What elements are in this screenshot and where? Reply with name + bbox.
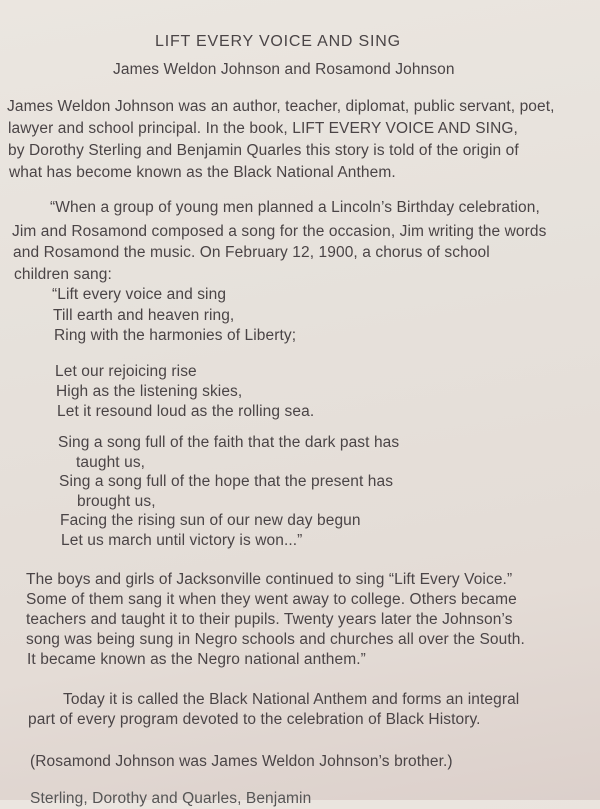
text-line: Some of them sang it when they went away to college. Others became: [26, 591, 517, 608]
verse-line: Sing a song full of the faith that the dark past has: [58, 434, 400, 451]
verse-line: Let it resound loud as the rolling sea.: [57, 403, 315, 420]
verse-line: High as the listening skies,: [56, 383, 243, 400]
verse-line: brought us,: [77, 493, 156, 510]
text-line: Jim and Rosamond composed a song for the occasion, Jim writing the words: [12, 223, 547, 240]
subtitle-authors: James Weldon Johnson and Rosamond Johnson: [113, 61, 455, 78]
citation: Sterling, Dorothy and Quarles, Benjamin: [30, 790, 312, 807]
text-line: by Dorothy Sterling and Benjamin Quarles this story is told of the origin of: [8, 142, 519, 159]
verse-line: Let us march until victory is won...”: [61, 532, 303, 549]
text-line: lawyer and school principal. In the book, LIFT EVERY VOICE AND SING,: [8, 120, 518, 137]
text-line: part of every program devoted to the celebration of Black History.: [28, 711, 481, 728]
verse-line: Ring with the harmonies of Liberty;: [54, 327, 297, 344]
text-line: “When a group of young men planned a Lincoln’s Birthday celebration,: [50, 199, 540, 216]
verse-line: Let our rejoicing rise: [55, 363, 197, 380]
text-line: what has become known as the Black National Anthem.: [9, 164, 396, 181]
brother-note: (Rosamond Johnson was James Weldon Johnson’s brother.): [30, 753, 453, 770]
verse-line: “Lift every voice and sing: [52, 286, 227, 303]
text-line: teachers and taught it to their pupils. Twenty years later the Johnson’s: [26, 611, 513, 628]
text-line: The boys and girls of Jacksonville continued to sing “Lift Every Voice.”: [26, 571, 513, 588]
text-line: children sang:: [14, 266, 112, 283]
text-line: James Weldon Johnson was an author, teacher, diplomat, public servant, poet,: [7, 98, 555, 115]
text-line: It became known as the Negro national anthem.”: [27, 651, 366, 668]
page-title: LIFT EVERY VOICE AND SING: [155, 33, 401, 50]
verse-line: Till earth and heaven ring,: [53, 307, 235, 324]
text-line: song was being sung in Negro schools and churches all over the South.: [26, 631, 525, 648]
verse-line: taught us,: [76, 454, 146, 471]
verse-line: Facing the rising sun of our new day begun: [60, 512, 361, 529]
text-line: and Rosamond the music. On February 12, 1900, a chorus of school: [13, 244, 490, 261]
verse-line: Sing a song full of the hope that the present has: [59, 473, 394, 490]
text-line: Today it is called the Black National Anthem and forms an integral: [63, 691, 520, 708]
